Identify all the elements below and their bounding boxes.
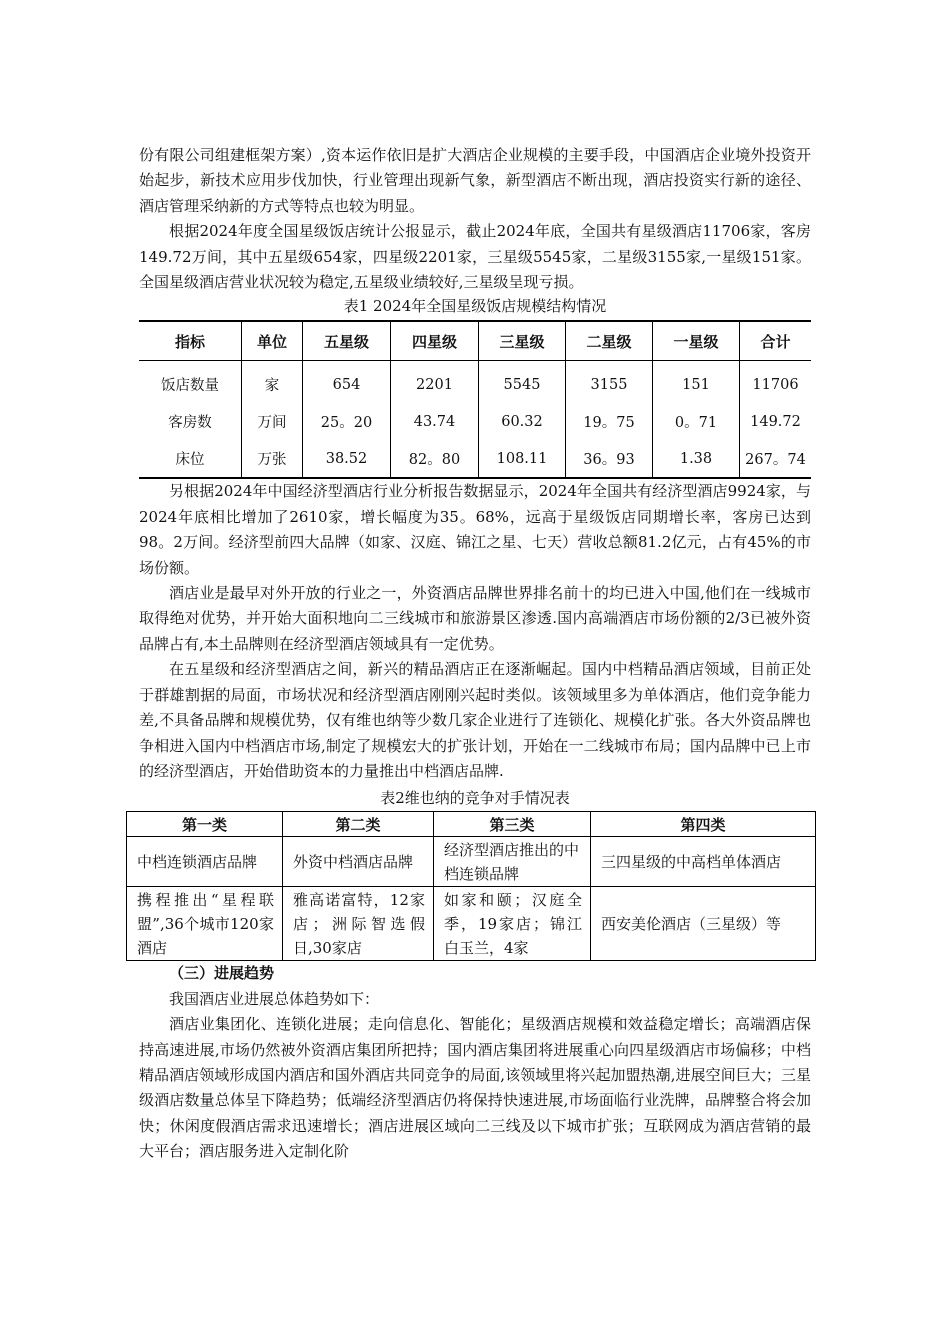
table-1-cell: 3155 bbox=[566, 361, 653, 404]
table-1-header-cell: 四星级 bbox=[391, 321, 479, 361]
table-1-cell: 1.38 bbox=[653, 440, 740, 478]
table-1-cell: 万间 bbox=[242, 403, 303, 440]
table-1-cell: 36。93 bbox=[566, 440, 653, 478]
table-2-cell: 经济型酒店推出的中档连锁品牌 bbox=[434, 837, 591, 887]
table-1-cell: 家 bbox=[242, 361, 303, 404]
paragraph-4: 酒店业是最早对外开放的行业之一，外资酒店品牌世界排名前十的均已进入中国,他们在一线城市取得绝对优势，并开始大面积地向二三线城市和旅游景区渗透.国内高端酒店市场份额的2/3已被外资品牌占有,本土品牌则在经济型酒店领域具有一定优势。 bbox=[139, 584, 811, 653]
table-row bbox=[139, 361, 811, 404]
table-2-caption: 表2维也纳的竞争对手情况表 bbox=[380, 789, 570, 808]
table-1-cell: 82。80 bbox=[391, 440, 479, 478]
table-1-cell: 267。74 bbox=[740, 440, 812, 478]
table-1-cell: 客房数 bbox=[139, 403, 242, 440]
table-1-header-cell: 三星级 bbox=[479, 321, 566, 361]
table-1-header-cell: 五星级 bbox=[303, 321, 391, 361]
table-1-cell: 43.74 bbox=[391, 403, 479, 440]
table-1-cell: 床位 bbox=[139, 440, 242, 478]
paragraph-1: 份有限公司组建框架方案）,资本运作依旧是扩大酒店企业规模的主要手段，中国酒店企业境外投资开始起步，新技术应用步伐加快，行业管理出现新气象，新型酒店不断出现，酒店投资实行新的途径、酒店管理采纳新的方式等特点也较为明显。 bbox=[139, 146, 811, 215]
table-1-header-cell: 单位 bbox=[242, 321, 303, 361]
table-2-cell: 三四星级的中高档单体酒店 bbox=[591, 837, 816, 887]
paragraph-5: 在五星级和经济型酒店之间，新兴的精品酒店正在逐渐崛起。国内中档精品酒店领域，目前正处于群雄割据的局面，市场状况和经济型酒店刚刚兴起时类似。该领域里多为单体酒店，他们竞争能力差,不具备品牌和规模优势，仅有维也纳等少数几家企业进行了连锁化、规模化扩张。各大外资品牌也争相进入国内中档酒店市场,制定了规模宏大的扩张计划，开始在一二线城市布局；国内品牌中已上市的经济型酒店，开始借助资本的力量推出中档酒店品牌. bbox=[139, 660, 811, 780]
table-1-cell: 108.11 bbox=[479, 440, 566, 478]
table-2-header-cell: 第四类 bbox=[591, 812, 816, 837]
table-1-caption: 表1 2024年全国星级饭店规模结构情况 bbox=[343, 297, 607, 316]
table-1-cell: 654 bbox=[303, 361, 391, 404]
table-1-cell: 19。75 bbox=[566, 403, 653, 440]
table-1-cell: 60.32 bbox=[479, 403, 566, 440]
table-1-cell: 0。71 bbox=[653, 403, 740, 440]
paragraph-7: 酒店业集团化、连锁化进展；走向信息化、智能化；星级酒店规模和效益稳定增长；高端酒店保持高速进展,市场仍然被外资酒店集团所把持；国内酒店集团将进展重心向四星级酒店市场偏移；中档精品酒店领域形成国内酒店和国外酒店共同竞争的局面,该领域里将兴起加盟热潮,进展空间巨大；三星级酒店数量总体呈下降趋势；低端经济型酒店仍将保持快速进展,市场面临行业洗牌，品牌整合将会加快；休闲度假酒店需求迅速增长；酒店进展区域向二三线及以下城市扩张；互联网成为酒店营销的最大平台；酒店服务进入定制化阶 bbox=[139, 1015, 811, 1161]
table-1-cell: 11706 bbox=[752, 376, 799, 393]
paragraph-2: 根据2024年度全国星级饭店统计公报显示，截止2024年底，全国共有星级酒店11706家，客房149.72万间，其中五星级654家，四星级2201家，三星级5545家，二星级3155家,一星级151家。全国星级酒店营业状况较为稳定,五星级业绩较好,三星级呈现亏损。 bbox=[139, 222, 811, 292]
table-2-cell: 如家和颐；汉庭全季，19家店；锦江白玉兰，4家 bbox=[434, 887, 591, 961]
section-heading: （三）进展趋势 bbox=[169, 964, 275, 983]
table-2-cell: 携程推出“星程联盟”,36个城市120家酒店 bbox=[127, 887, 283, 961]
table-1-header-cell: 一星级 bbox=[653, 321, 740, 361]
table-2-header-cell: 第三类 bbox=[434, 812, 591, 837]
table-2-cell: 中档连锁酒店品牌 bbox=[127, 837, 283, 887]
table-2-cell: 外资中档酒店品牌 bbox=[283, 837, 434, 887]
table-2-header-cell: 第一类 bbox=[127, 812, 283, 837]
paragraph-6: 我国酒店业进展总体趋势如下： bbox=[169, 989, 380, 1008]
table-1-cell: 5545 bbox=[479, 361, 566, 404]
table-row bbox=[139, 403, 811, 440]
table-2-header-row bbox=[127, 812, 816, 837]
table-1-header-cell: 指标 bbox=[139, 321, 242, 361]
table-1 bbox=[139, 320, 811, 479]
table-1-header-row bbox=[139, 321, 811, 361]
table-2-cell: 西安美伦酒店（三星级）等 bbox=[591, 887, 816, 961]
table-1-cell: 151 bbox=[653, 361, 740, 404]
paragraph-3: 另根据2024年中国经济型酒店行业分析报告数据显示，2024年全国共有经济型酒店9924家，与2024年底相比增加了2610家，增长幅度为35。68%，远高于星级饭店同期增长率，客房已达到98。2万间。经济型前四大品牌（如家、汉庭、锦江之星、七天）营收总额81.2亿元，占有45%的市场份额。 bbox=[139, 482, 811, 577]
table-2-header-cell: 第二类 bbox=[283, 812, 434, 837]
document-page bbox=[139, 143, 811, 1165]
table-1-header-cell: 合计 bbox=[740, 321, 812, 361]
table-2-cell: 雅高诺富特，12家店；洲际智选假日,30家店 bbox=[283, 887, 434, 961]
table-2 bbox=[126, 811, 816, 961]
table-row bbox=[127, 887, 816, 961]
table-1-cell: 25。20 bbox=[303, 403, 391, 440]
table-1-cell: 2201 bbox=[391, 361, 479, 404]
table-1-cell: 饭店数量 bbox=[139, 361, 242, 404]
table-1-cell: 149.72 bbox=[750, 413, 801, 430]
table-1-header-cell: 二星级 bbox=[566, 321, 653, 361]
table-row bbox=[139, 440, 811, 478]
table-row bbox=[127, 837, 816, 887]
table-1-cell: 38.52 bbox=[303, 440, 391, 478]
table-1-cell: 万张 bbox=[242, 440, 303, 478]
